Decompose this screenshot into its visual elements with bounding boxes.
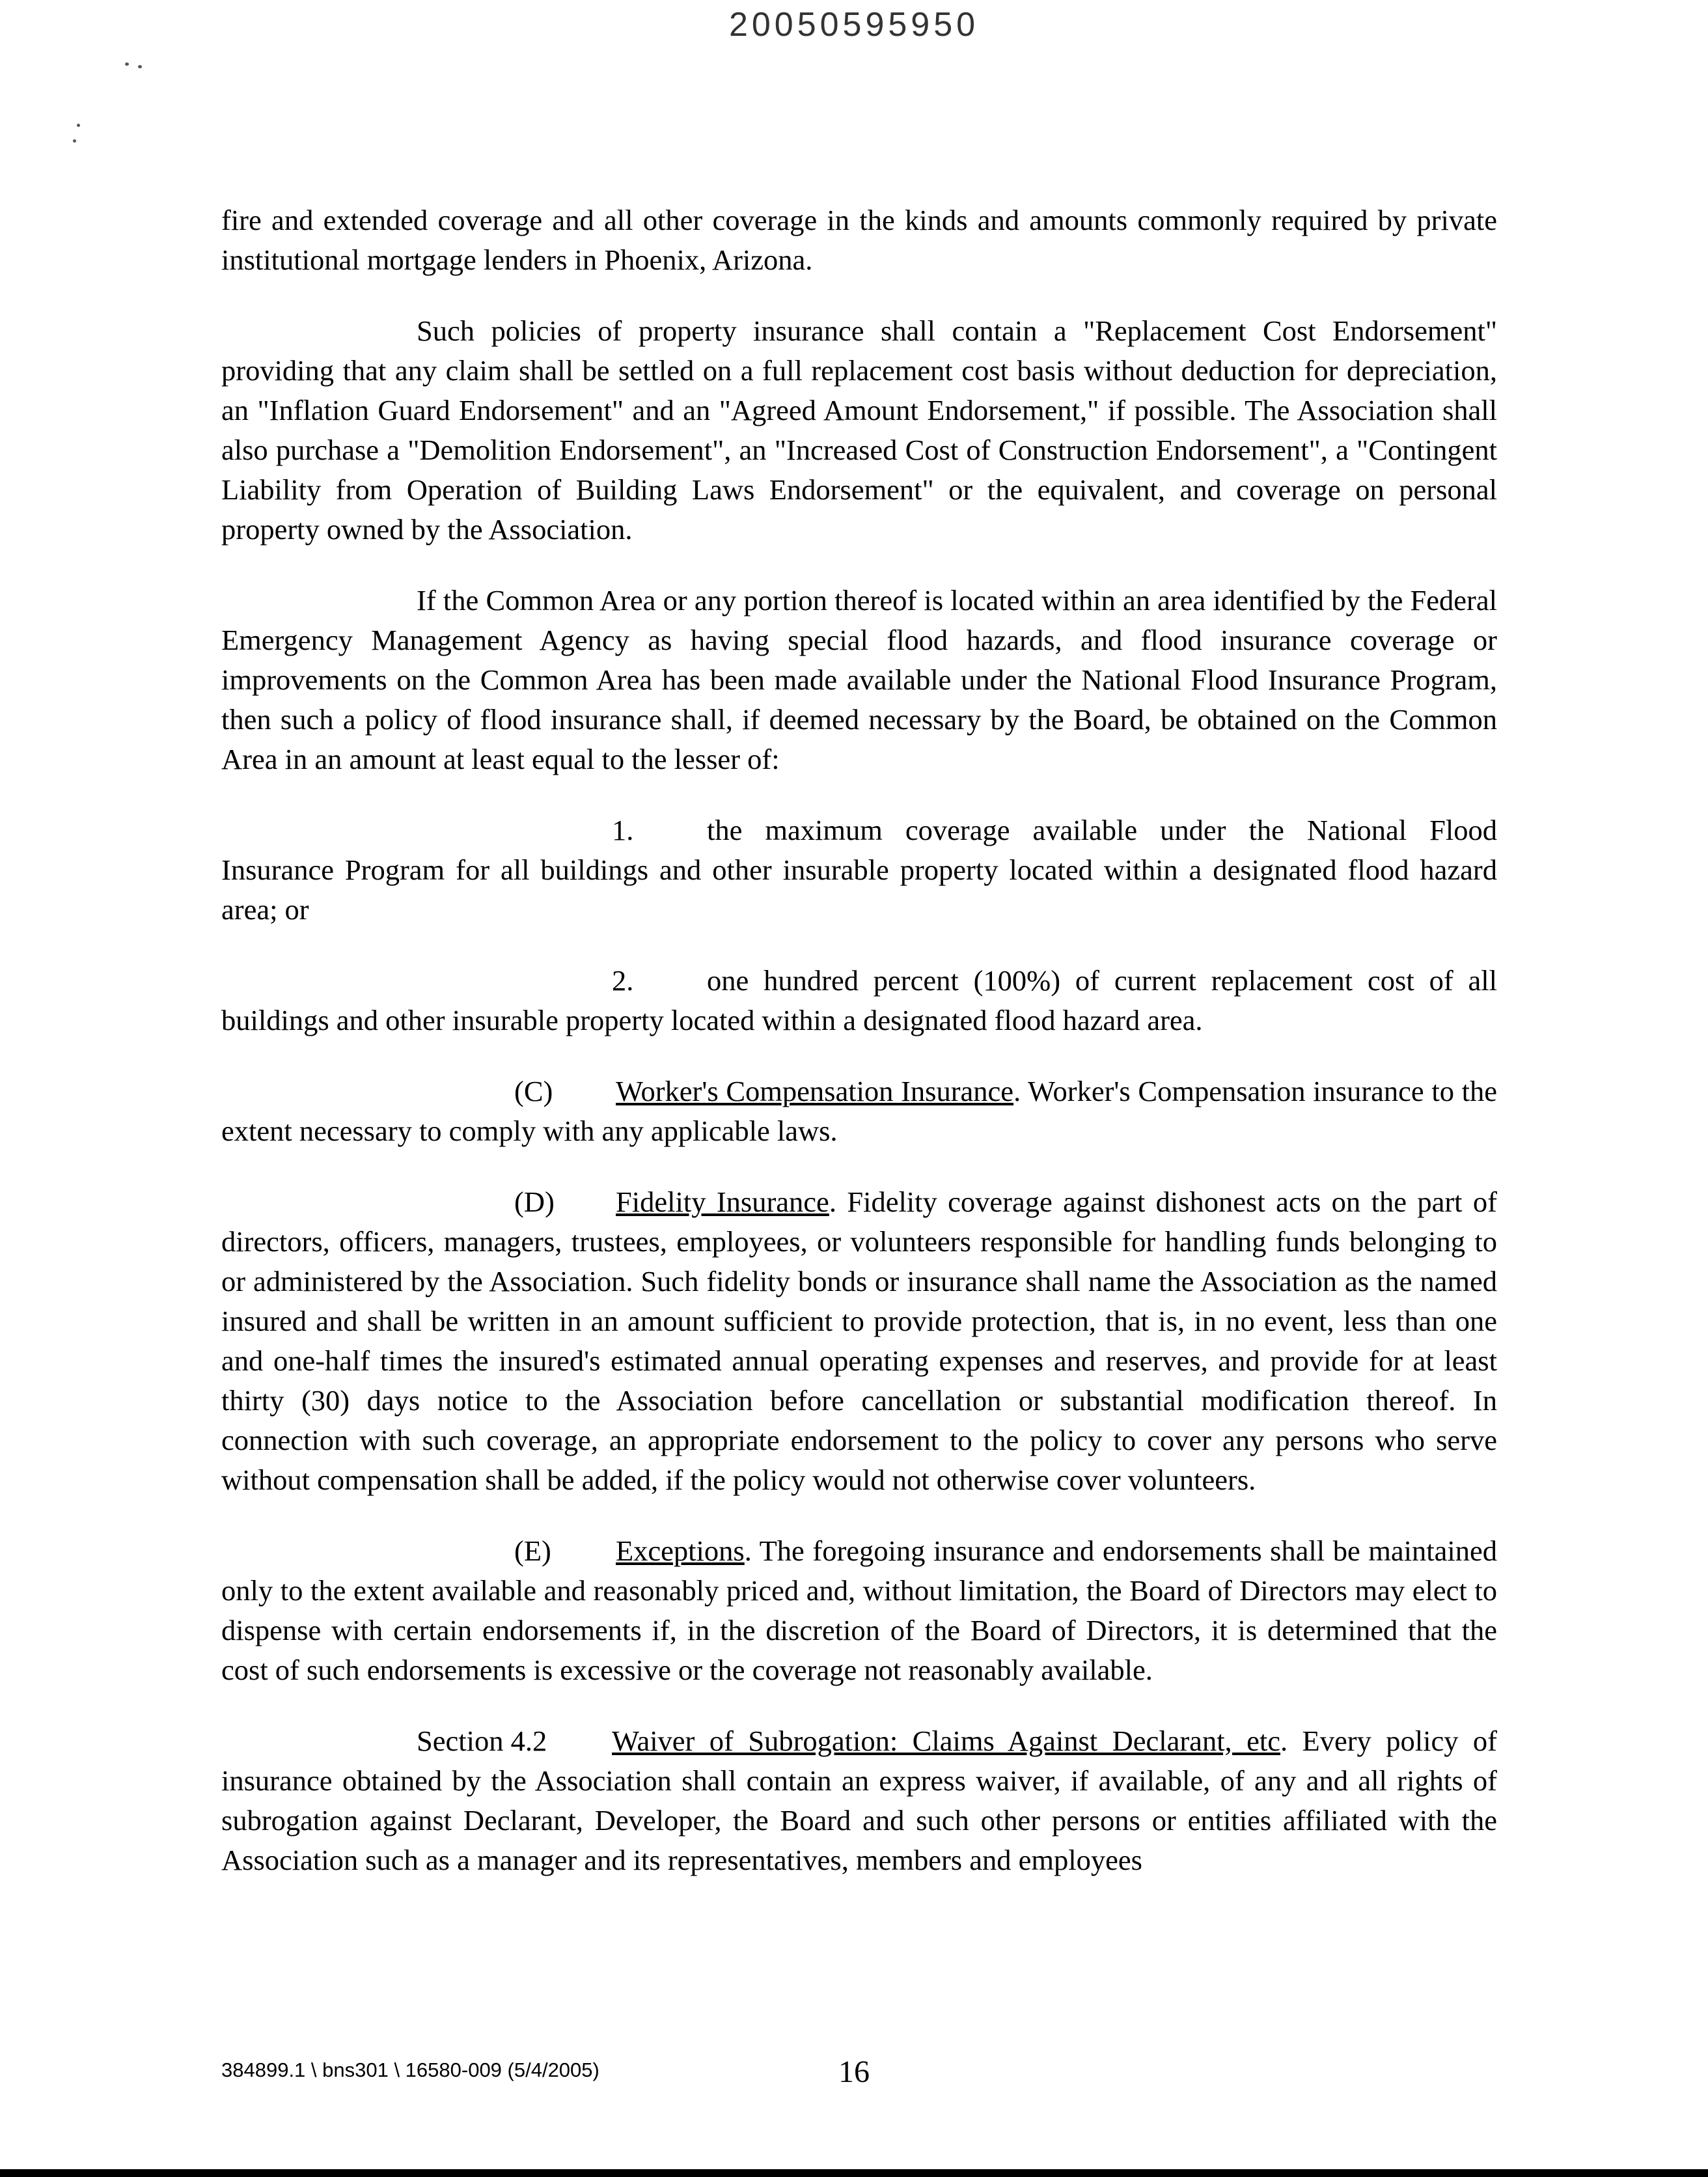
list-item-2 [221, 961, 1497, 1040]
document-id-stamp: 20050595950 [728, 6, 980, 44]
paragraph-flood-insurance: If the Common Area or any portion thereof is located within an area identified by the Federal Emergency Management Agency as having special flood hazards, and flood insurance coverage or improvements on the Common Area has been made available under the National Flood Insurance Program, then such a policy of flood insurance shall, if deemed necessary by the Board, be obtained on the Common Area in an amount at least equal to the lesser of: [221, 584, 1497, 775]
subsection-heading: Fidelity Insurance [616, 1186, 829, 1218]
subsection-letter: (D) [514, 1186, 555, 1218]
list-item-number: 2. [612, 964, 634, 997]
subsection-heading: Exceptions [616, 1534, 745, 1567]
bottom-border [0, 2169, 1708, 2177]
subsection-text: . Fidelity coverage against dishonest acts on the part of directors, officers, managers, trustees, employees, or volunteers responsible for handling funds belonging to or administered by the Association. Such fidelity bonds or insurance shall name the Association as the named insured and shall be written in an amount sufficient to provide protection, that is, in no event, less than one and one-half times the insured's estimated annual operating expenses and reserves, and provide for at least thirty (30) days notice to the Association before cancellation or substantial modification thereof. In connection with such coverage, an appropriate endorsement to the policy to cover any persons who serve without compensation shall be added, if the policy would not otherwise cover volunteers. [221, 1186, 1497, 1496]
subsection-heading: Worker's Compensation Insurance [616, 1075, 1014, 1107]
scan-speck [73, 139, 76, 143]
scan-speck [138, 65, 142, 68]
list-item-number: 1. [612, 814, 634, 846]
list-item-text: one hundred percent (100%) of current replacement cost of all buildings and other insurable property located within a designated flood hazard area. [221, 964, 1497, 1036]
list-item-text: the maximum coverage available under the National Flood Insurance Program for all buildings and other insurable property located within a designated flood hazard area; or [221, 814, 1497, 926]
page-number: 16 [838, 2055, 870, 2089]
subsection-text: . The foregoing insurance and endorsements shall be maintained only to the extent available and reasonably priced and, without limitation, the Board of Directors may elect to dispense with certain endorsements if, in the discretion of the Board of Directors, it is determined that the cost of such endorsements is excessive or the coverage not reasonably available. [221, 1534, 1497, 1686]
section-heading: Waiver of Subrogation: Claims Against Declarant, etc [612, 1725, 1280, 1757]
section-text: . Every policy of insurance obtained by the Association shall contain an express waiver, if available, of any and all rights of subrogation against Declarant, Developer, the Board and such other persons or entities affiliated with the Association such as a manager and its representatives, members and employees [221, 1725, 1497, 1876]
subsection-letter: (E) [514, 1534, 551, 1567]
subsection-e [221, 1531, 1497, 1690]
subsection-text: . Worker's Compensation insurance to the extent necessary to comply with any applicable laws. [221, 1075, 1497, 1147]
subsection-letter: (C) [514, 1075, 553, 1107]
document-body [221, 201, 1497, 1911]
list-item-1 [221, 811, 1497, 930]
scan-speck [125, 62, 129, 66]
paragraph-fire-coverage: fire and extended coverage and all other coverage in the kinds and amounts commonly required by private institutional mortgage lenders in Phoenix, Arizona. [221, 204, 1497, 276]
section-number: Section 4.2 [417, 1725, 547, 1757]
subsection-c [221, 1072, 1497, 1151]
section-4-2 [221, 1721, 1497, 1880]
subsection-d [221, 1182, 1497, 1500]
paragraph-property-insurance-endorsements: Such policies of property insurance shall contain a "Replacement Cost Endorsement" providing that any claim shall be settled on a full replacement cost basis without deduction for depreciation, an "Inflation Guard Endorsement" and an "Agreed Amount Endorsement," if possible. The Association shall also purchase a "Demolition Endorsement", an "Increased Cost of Construction Endorsement", a "Contingent Liability from Operation of Building Laws Endorsement" or the equivalent, and coverage on personal property owned by the Association. [221, 314, 1497, 546]
scan-speck [77, 124, 80, 127]
footer-document-reference: 384899.1 \ bns301 \ 16580-009 (5/4/2005) [221, 2059, 599, 2081]
